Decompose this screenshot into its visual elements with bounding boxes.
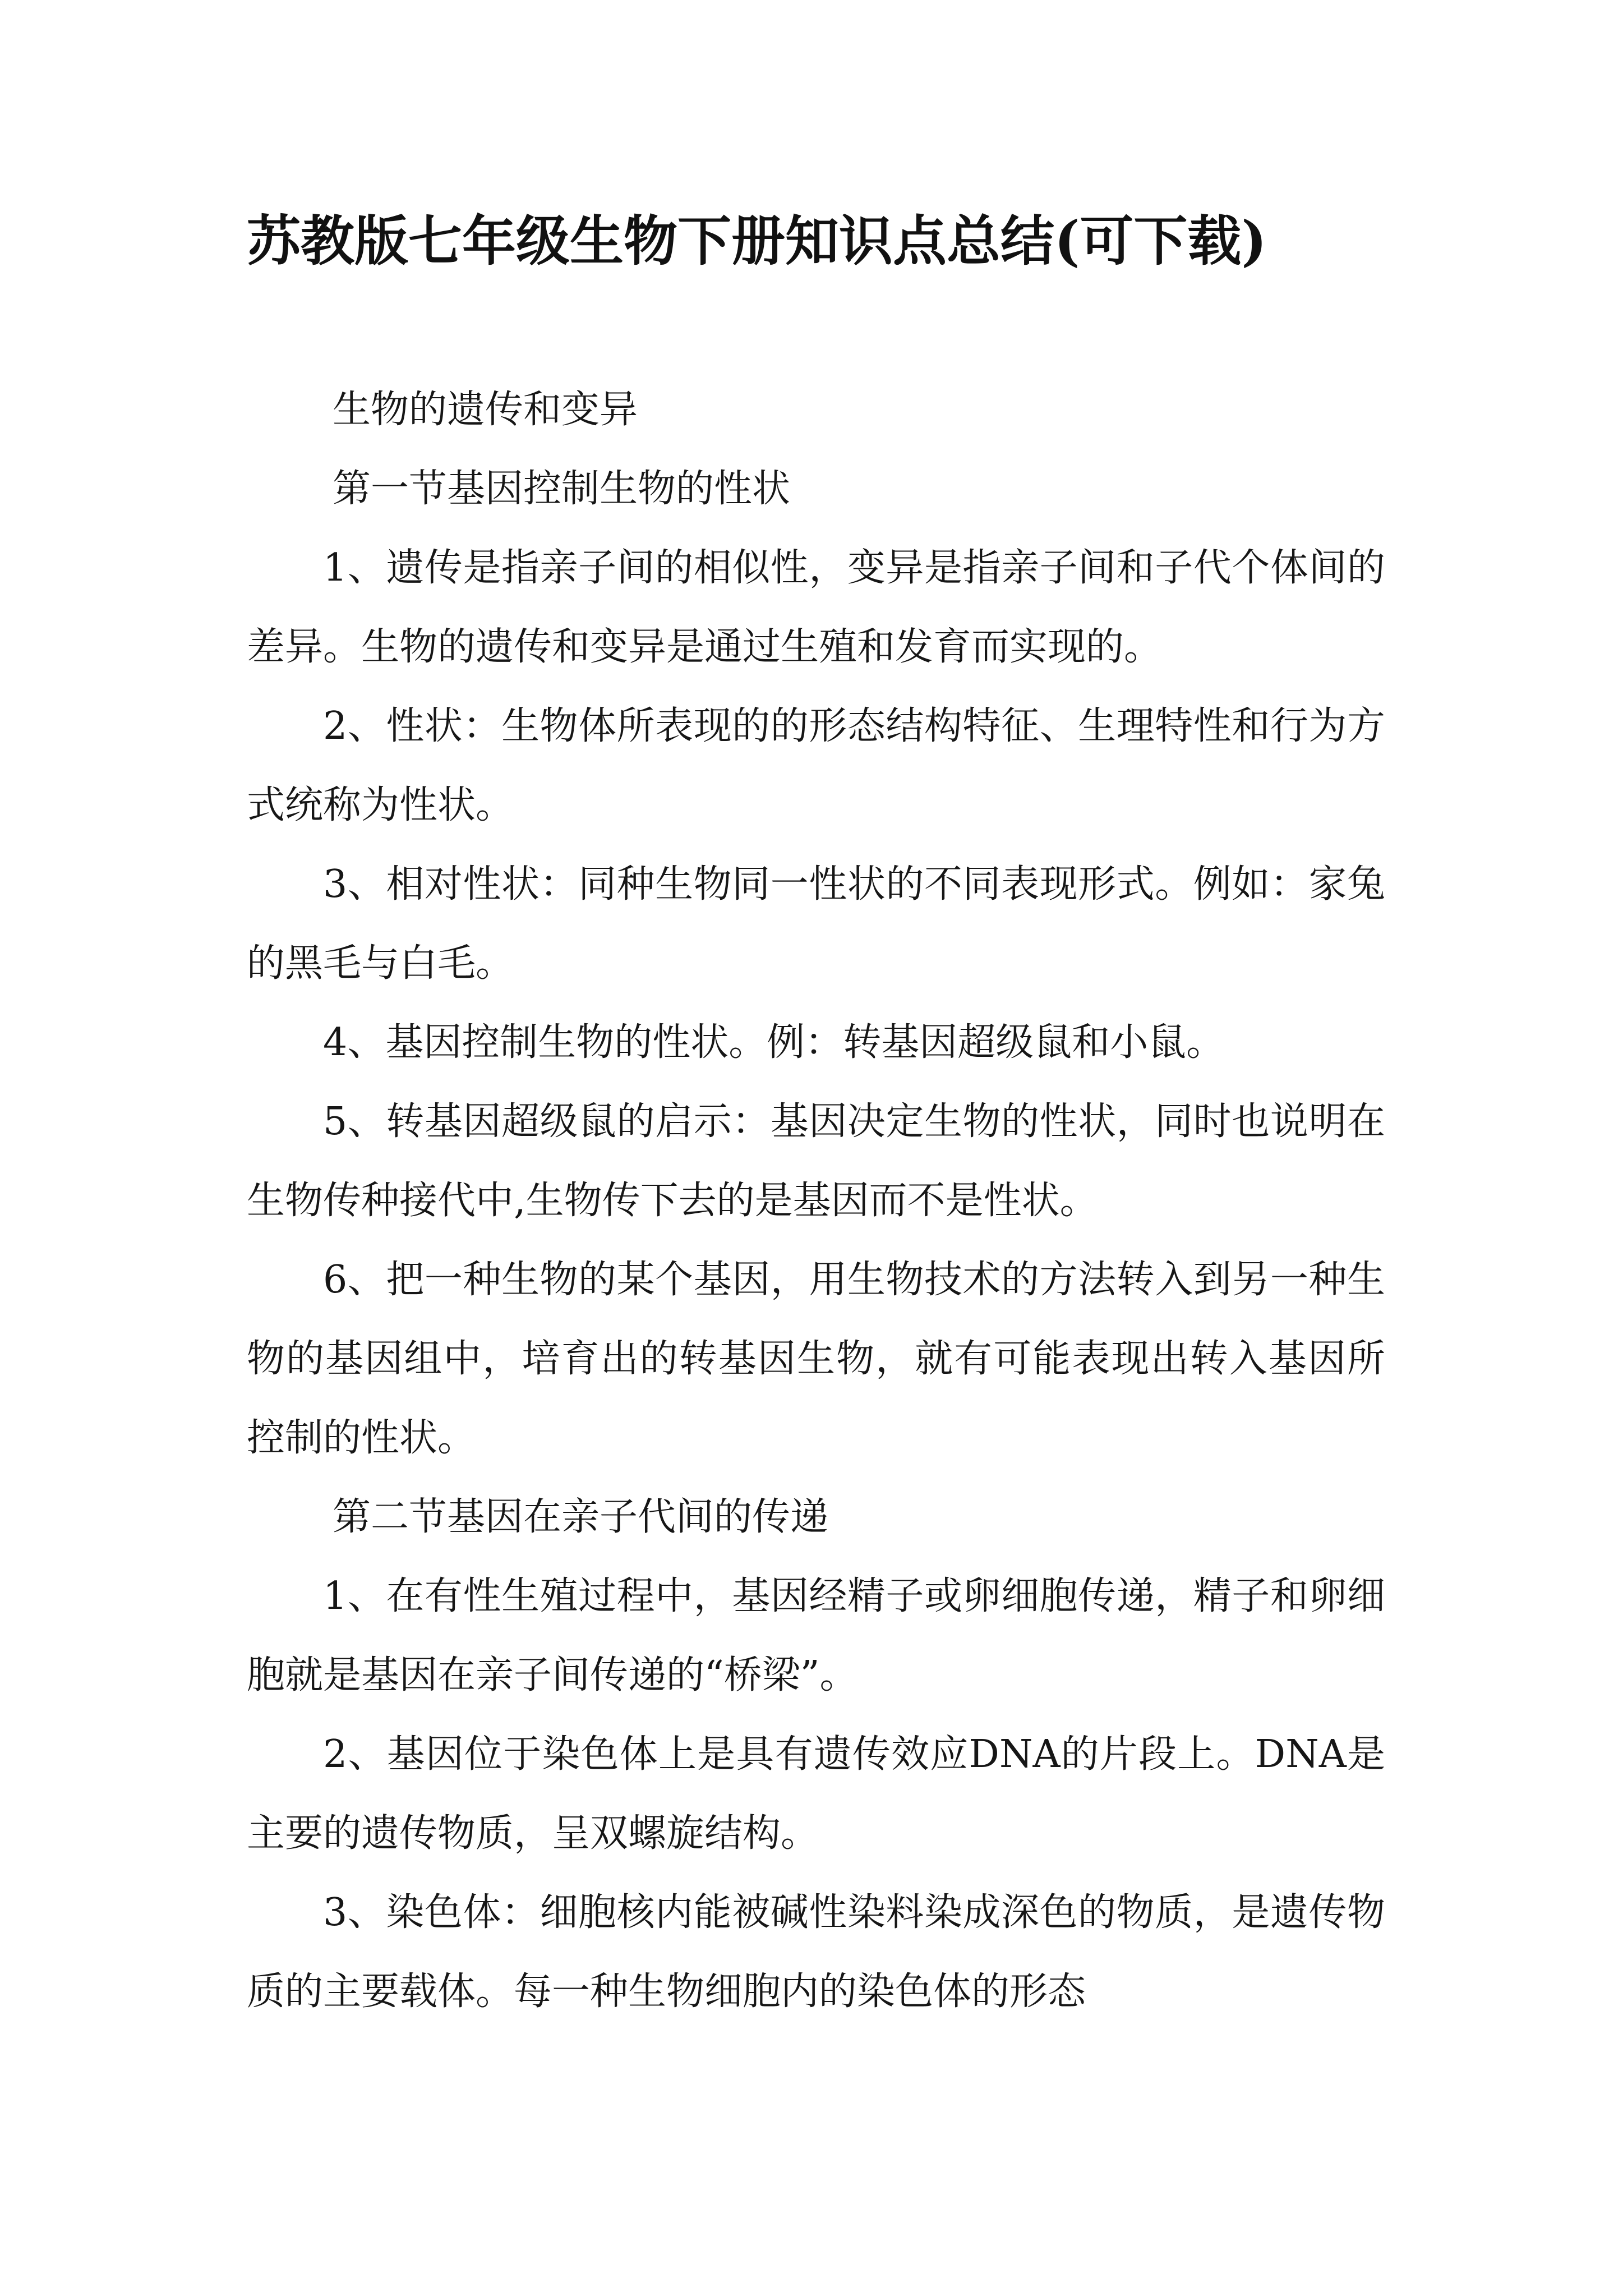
paragraph: 5、转基因超级鼠的启示：基因决定生物的性状，同时也说明在生物传种接代中,生物传下去的是基因而不是性状。 [247, 1099, 1385, 1223]
paragraph: 3、染色体：细胞核内能被碱性染料染成深色的物质，是遗传物质的主要载体。每一种生物细胞内的染色体的形态 [247, 1890, 1385, 2014]
paragraph: 3、相对性状：同种生物同一性状的不同表现形式。例如：家兔的黑毛与白毛。 [247, 862, 1385, 986]
paragraph: 2、性状：生物体所表现的的形态结构特征、生理特性和行为方式统称为性状。 [247, 704, 1385, 827]
paragraph: 6、把一种生物的某个基因，用生物技术的方法转入到另一种生物的基因组中，培育出的转基因生物，就有可能表现出转入基因所控制的性状。 [247, 1258, 1385, 1460]
document-body [247, 370, 1385, 2031]
chapter-heading: 生物的遗传和变异 [333, 388, 638, 432]
paragraph: 4、基因控制生物的性状。例：转基因超级鼠和小鼠。 [323, 1020, 1225, 1065]
paragraph: 1、遗传是指亲子间的相似性，变异是指亲子间和子代个体间的差异。生物的遗传和变异是通过生殖和发育而实现的。 [247, 546, 1385, 669]
paragraph: 2、基因位于染色体上是具有遗传效应DNA的片段上。DNA是主要的遗传物质，呈双螺旋结构。 [247, 1732, 1385, 1856]
paragraph: 1、在有性生殖过程中，基因经精子或卵细胞传递，精子和卵细胞就是基因在亲子间传递的“桥梁”。 [247, 1574, 1385, 1697]
document-title: 苏教版七年级生物下册知识点总结(可下载) [247, 209, 1267, 273]
section-heading: 第一节基因控制生物的性状 [333, 467, 791, 511]
section-heading: 第二节基因在亲子代间的传递 [333, 1495, 829, 1539]
